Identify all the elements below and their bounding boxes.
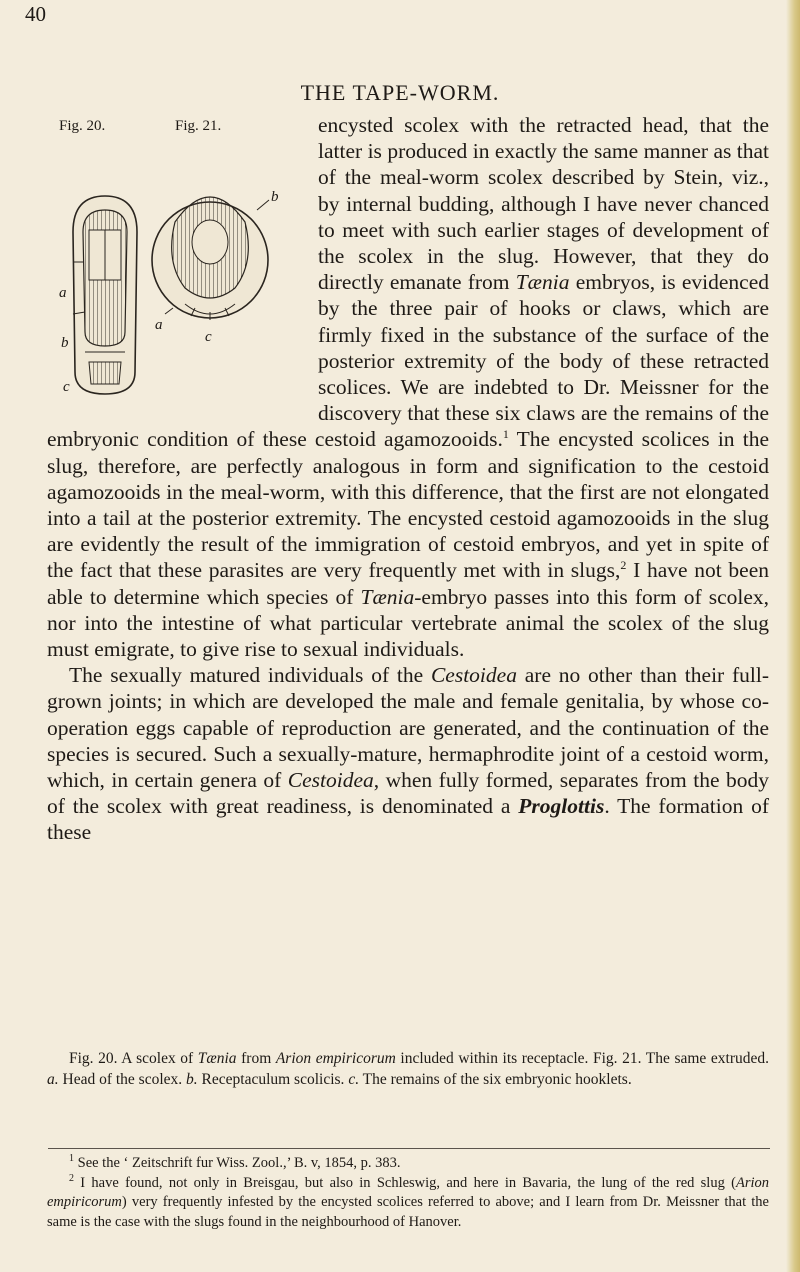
paragraph-2: The sexually matured individuals of the Cestoidea are no other than their full-grown joints; in which are developed the male and female genitalia, by whose co-operation eggs capable of reproduction are generated, and the continuation of the species is secured. Such a sexually-mature, hermaphrodite joint of a cestoid worm, which, in certain genera of Cestoidea, when fully formed, separates from the body of the scolex with great readiness, is denominated a Proglottis. The formation of these bbox=[47, 663, 770, 845]
genus-taenia: Tænia bbox=[360, 584, 415, 609]
footnote-1: $^1$ See the ‘ Zeitschrift fur Wiss. Zool.,’ B. v, 1854, p. 383. bbox=[69, 1153, 401, 1171]
footnote-ref-2: 2 bbox=[620, 558, 627, 573]
fig21-drawing bbox=[152, 197, 269, 320]
figure-caption: Fig. 20. A scolex of Tænia from Arion empiricorum included within its receptacle. Fig. 21. The same extruded. a. Head of the scolex. b. Receptaculum scolicis. c. The remains of the six embryonic hooklets. bbox=[47, 1050, 769, 1088]
page-edge bbox=[786, 0, 800, 1272]
footnote-2: $^2$ I have found, not only in Breisgau, but also in Schleswig, and here in Bavaria, the lung of the red slug (Arion empiricorum) very frequently infested by the encysted scolices referred to above; and I learn from Dr. Meissner that the same is the case with the slugs found in the neighbourhood of Hanover. bbox=[47, 1172, 769, 1230]
fig21-letter-b: b bbox=[271, 189, 279, 205]
running-head: THE TAPE-WORM. bbox=[300, 80, 500, 105]
term-cestoidea: Cestoidea bbox=[430, 663, 517, 688]
footnote-rule bbox=[48, 1148, 770, 1149]
page-number: 40 bbox=[25, 2, 46, 26]
fig20-label: Fig. 20. bbox=[59, 118, 106, 134]
fig21-letter-a: a bbox=[155, 317, 163, 333]
term-proglottis: Proglottis bbox=[518, 794, 605, 819]
term-cestoidea: Cestoidea bbox=[287, 768, 374, 793]
footnote-ref-1: 1 bbox=[502, 427, 509, 442]
fig20-letter-b: b bbox=[61, 335, 69, 351]
footnotes bbox=[47, 1154, 769, 1232]
fig21-letter-c: c bbox=[205, 329, 212, 345]
fig20-drawing bbox=[73, 196, 137, 394]
figure-block bbox=[45, 112, 310, 402]
genus-taenia: Tænia bbox=[515, 270, 570, 295]
figure-illustration bbox=[45, 112, 310, 402]
fig21-label: Fig. 21. bbox=[175, 118, 222, 134]
fig20-letter-c: c bbox=[63, 379, 70, 395]
paragraph-1: encysted scolex with the retracted head, that the latter is produced in exactly the same manner as that of the meal-worm scolex described by Stein, viz., by internal budding, although I have never chanced to meet with such earlier stages of development of the scolex in the slug. However, that they do directly emanate from Tænia embryos, is evidenced by the three pair of hooks or claws, which are firmly fixed in the substance of the surface of the posterior extremity of the body of these retracted scolices. We are indebted to Dr. Meissner for the discovery that these six claws are the remains of the embryonic condition of these cestoid agamozooids.$^1$ The encysted scolices in the slug, therefore, are perfectly analogous in form and signification to the cestoid agamozooids in the meal-worm, with this difference, that the first are not elongated into a tail at the posterior extremity. The encysted cestoid agamozooids in the slug are evidently the result of the immigration of cestoid embryos, and yet in spite of the fact that these parasites are very frequently met with in slugs,$^2$ I have not been able to determine which species of Tænia-embryo passes into this form of scolex, nor into the intestine of what particular vertebrate animal the scolex of the slug must emigrate, to give rise to sexual individuals. bbox=[47, 113, 770, 662]
body-text bbox=[47, 112, 769, 846]
fig20-letter-a: a bbox=[59, 285, 67, 301]
